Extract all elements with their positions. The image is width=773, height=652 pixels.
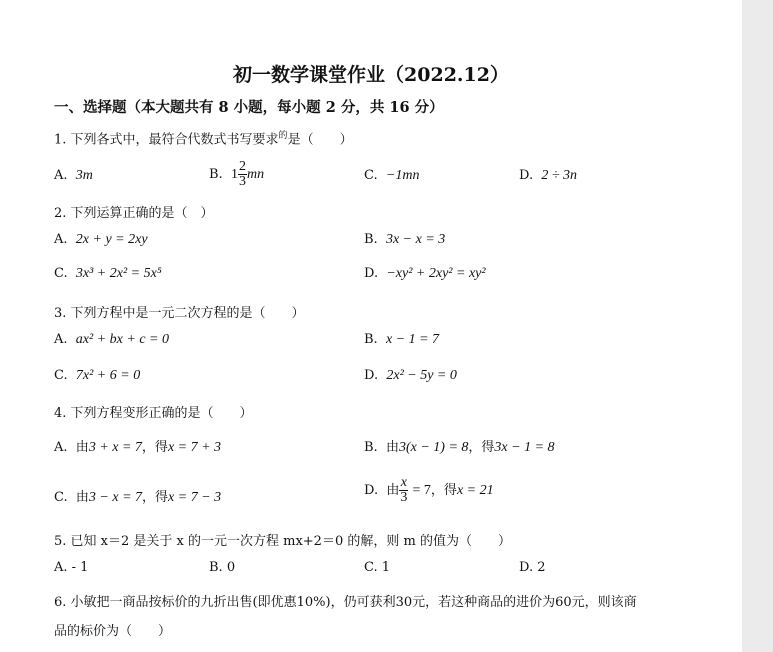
option-result: x = 21 [456, 483, 494, 498]
q2-option-c [54, 266, 162, 282]
q3-option-d [364, 368, 457, 384]
option-expr: x − 1 = 7 [385, 332, 440, 347]
fraction-denominator: 3 [400, 490, 408, 505]
question-3-stem: 3. 下列方程中是一元二次方程的是（ ） [54, 306, 305, 321]
question-4-stem: 4. 下列方程变形正确的是（ ） [54, 406, 253, 421]
q4-option-b [364, 436, 555, 456]
option-prefix: 由 [75, 490, 89, 505]
question-6-stem-line1: 6. 小敏把一商品按标价的九折出售(即优惠10%)，仍可获利30元，若这种商品的进价为60元，则该商 [54, 595, 637, 610]
question-1-text: 1. 下列各式中，最符合代数式书写要求 [54, 132, 279, 148]
option-expr: −1mn [385, 168, 420, 183]
option-label: B. [364, 332, 378, 347]
option-label: A. [54, 168, 68, 183]
question-6-stem-line2: 品的标价为（ ） [54, 624, 172, 639]
option-connector: ，得 [142, 490, 169, 505]
q5-option-b: B. 0 [209, 560, 236, 575]
option-expr: 2x² − 5y = 0 [386, 368, 457, 383]
option-label: D. [364, 368, 379, 383]
q2-option-a [54, 232, 148, 248]
q4-option-d [364, 476, 494, 505]
option-expr: = 7 [412, 483, 431, 498]
option-connector: ，得 [430, 483, 457, 498]
option-label: C. [54, 490, 68, 505]
section-heading: 一、选择题（本大题共有 8 小题，每小题 2 分，共 16 分） [54, 99, 444, 116]
option-label: C. [54, 266, 68, 281]
option-expr: −xy² + 2xy² = xy² [386, 266, 486, 281]
option-expr: mn [246, 167, 265, 182]
option-label: D. [519, 168, 534, 183]
option-label: C. [364, 168, 378, 183]
option-result: 3x − 1 = 8 [494, 440, 555, 455]
q5-option-d: D. 2 [519, 560, 546, 575]
q5-option-a: A. - 1 [54, 560, 89, 575]
option-label: D. [364, 266, 379, 281]
question-5-stem: 5. 已知 x＝2 是关于 x 的一元一次方程 mx+2＝0 的解，则 m 的值为（ ） [54, 534, 511, 549]
option-label: B. [364, 440, 378, 455]
q1-option-c [364, 168, 419, 184]
option-expr: 3 − x = 7 [88, 490, 143, 505]
q1-option-a [54, 168, 93, 184]
option-expr: 7x² + 6 = 0 [75, 368, 141, 383]
fraction [238, 160, 247, 189]
fraction [399, 476, 408, 505]
option-expr: 3x − x = 3 [385, 232, 446, 247]
option-connector: ，得 [141, 440, 168, 455]
option-label: C. [54, 368, 68, 383]
q3-option-a [54, 332, 169, 348]
question-2-stem: 2. 下列运算正确的是（ ） [54, 206, 214, 221]
q1-option-d [519, 168, 577, 184]
option-label: A. [54, 232, 68, 247]
option-label: B. [209, 167, 223, 182]
q1-option-b [209, 160, 264, 189]
fraction-numerator: x [400, 475, 407, 490]
q3-option-b [364, 332, 439, 348]
q3-option-c [54, 368, 140, 384]
q2-option-b [364, 232, 445, 248]
option-prefix: 由 [385, 440, 399, 455]
option-expr: 2x + y = 2xy [75, 232, 148, 247]
option-expr: 3x³ + 2x² = 5x⁵ [75, 266, 162, 281]
option-expr: ax² + bx + c = 0 [75, 332, 169, 347]
question-1-stem [54, 128, 353, 147]
option-connector: ，得 [468, 440, 495, 455]
option-label: A. [54, 332, 68, 347]
option-label: D. [364, 483, 379, 498]
fraction-denominator: 3 [238, 174, 246, 189]
q4-option-c [54, 486, 221, 506]
option-label: B. [364, 232, 378, 247]
question-1-text-end: 是（ ） [287, 132, 353, 148]
option-label: A. [54, 440, 68, 455]
q5-option-c: C. 1 [364, 560, 391, 575]
question-1-superscript: 的 [278, 131, 288, 141]
q2-option-d [364, 266, 486, 282]
option-result: x = 7 − 3 [168, 490, 222, 505]
option-expr: 3(x − 1) = 8 [398, 440, 469, 455]
option-expr: 3m [75, 168, 93, 183]
option-expr: 2 ÷ 3n [541, 168, 578, 183]
mixed-number-whole: 1 [230, 167, 238, 182]
q4-option-a [54, 436, 221, 456]
option-prefix: 由 [386, 483, 400, 498]
page-title: 初一数学课堂作业（2022.12） [233, 64, 509, 86]
fraction-numerator: 2 [238, 159, 246, 174]
vertical-scrollbar[interactable] [742, 0, 773, 652]
option-expr: 3 + x = 7 [88, 440, 142, 455]
option-prefix: 由 [75, 440, 89, 455]
option-result: x = 7 + 3 [167, 440, 222, 455]
